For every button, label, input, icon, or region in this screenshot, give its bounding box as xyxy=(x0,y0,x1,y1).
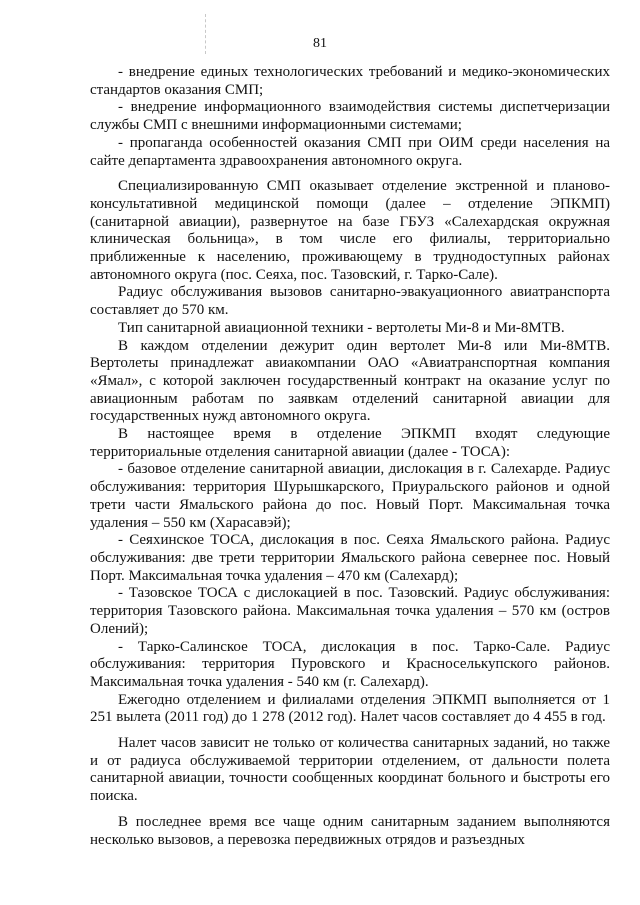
paragraph: - внедрение информационного взаимодействия системы диспетчеризации службы СМП с внешними информационными системами; xyxy=(90,99,610,134)
paragraph: - пропаганда особенностей оказания СМП при ОИМ среди населения на сайте департамента здравоохранения автономного округа. xyxy=(90,134,610,169)
paragraph: Налет часов зависит не только от количества санитарных заданий, но также и от радиуса обслуживаемой территории отделением, от дальности полета санитарной авиации, точности сообщенных координат больного и быстроты его поиска. xyxy=(90,735,610,805)
page-number: 81 xyxy=(313,36,327,51)
paragraph: Тип санитарной авиационной техники - вертолеты Ми-8 и Ми-8МТВ. xyxy=(118,319,565,336)
document-body xyxy=(90,64,610,849)
paragraph: - Тазовское ТОСА с дислокацией в пос. Тазовский. Радиус обслуживания: территория Тазовского района. Максимальная точка удаления – 570 км (остров Олений); xyxy=(90,585,610,637)
paragraph: - внедрение единых технологических требований и медико-экономических стандартов оказания СМП; xyxy=(90,64,610,98)
paragraph: - Сеяхинское ТОСА, дислокация в пос. Сеяха Ямальского района. Радиус обслуживания: две трети территории Ямальского района севернее пос. Новый Порт. Максимальная точка удаления – 470 км (Салехард); xyxy=(90,532,610,584)
paragraph: В последнее время все чаще одним санитарным заданием выполняются несколько вызовов, а перевозка передвижных отрядов и разъездных xyxy=(90,813,610,848)
paragraph: В каждом отделении дежурит один вертолет Ми-8 или Ми-8МТВ. Вертолеты принадлежат авиакомпании ОАО «Авиатранспортная компания «Ямал», с которой заключен государственный контракт на оказание услуг по авиационным работам по заявкам отделений санитарной авиации для государственных нужд автономного округа. xyxy=(90,337,610,425)
paragraph: Радиус обслуживания вызовов санитарно-эвакуационного авиатранспорта составляет до 570 км. xyxy=(90,284,610,319)
paragraph: - Тарко-Салинское ТОСА, дислокация в пос. Тарко-Сале. Радиус обслуживания: территория Пуровского и Красноселькупского районов. Максимальная точка удаления - 540 км (г. Салехард). xyxy=(90,638,610,690)
paragraph: Ежегодно отделением и филиалами отделения ЭПКМП выполняется от 1 251 вылета (2011 год) до 1 278 (2012 год). Налет часов составляет до 4 455 в год. xyxy=(90,691,610,726)
paragraph: В настоящее время в отделение ЭПКМП входят следующие территориальные отделения санитарной авиации (далее - ТОСА): xyxy=(90,426,610,460)
paragraph: - базовое отделение санитарной авиации, дислокация в г. Салехарде. Радиус обслуживания: территория Шурышкарского, Приуральского районов и одной трети части Ямальского района до пос. Новый Порт. Максимальная точка удаления – 550 км (Харасавэй); xyxy=(90,461,610,531)
paragraph: Специализированную СМП оказывает отделение экстренной и планово-консультативной медицинской помощи (далее – отделение ЭПКМП) (санитарной авиации), развернутое на базе ГБУЗ «Салехардская окружная клиническая больница», в том числе его филиалы, территориально приближенные к населению, проживающему в труднодоступных районах автономного округа (пос. Сеяха, пос. Тазовский, г. Тарко-Сале). xyxy=(90,178,610,283)
